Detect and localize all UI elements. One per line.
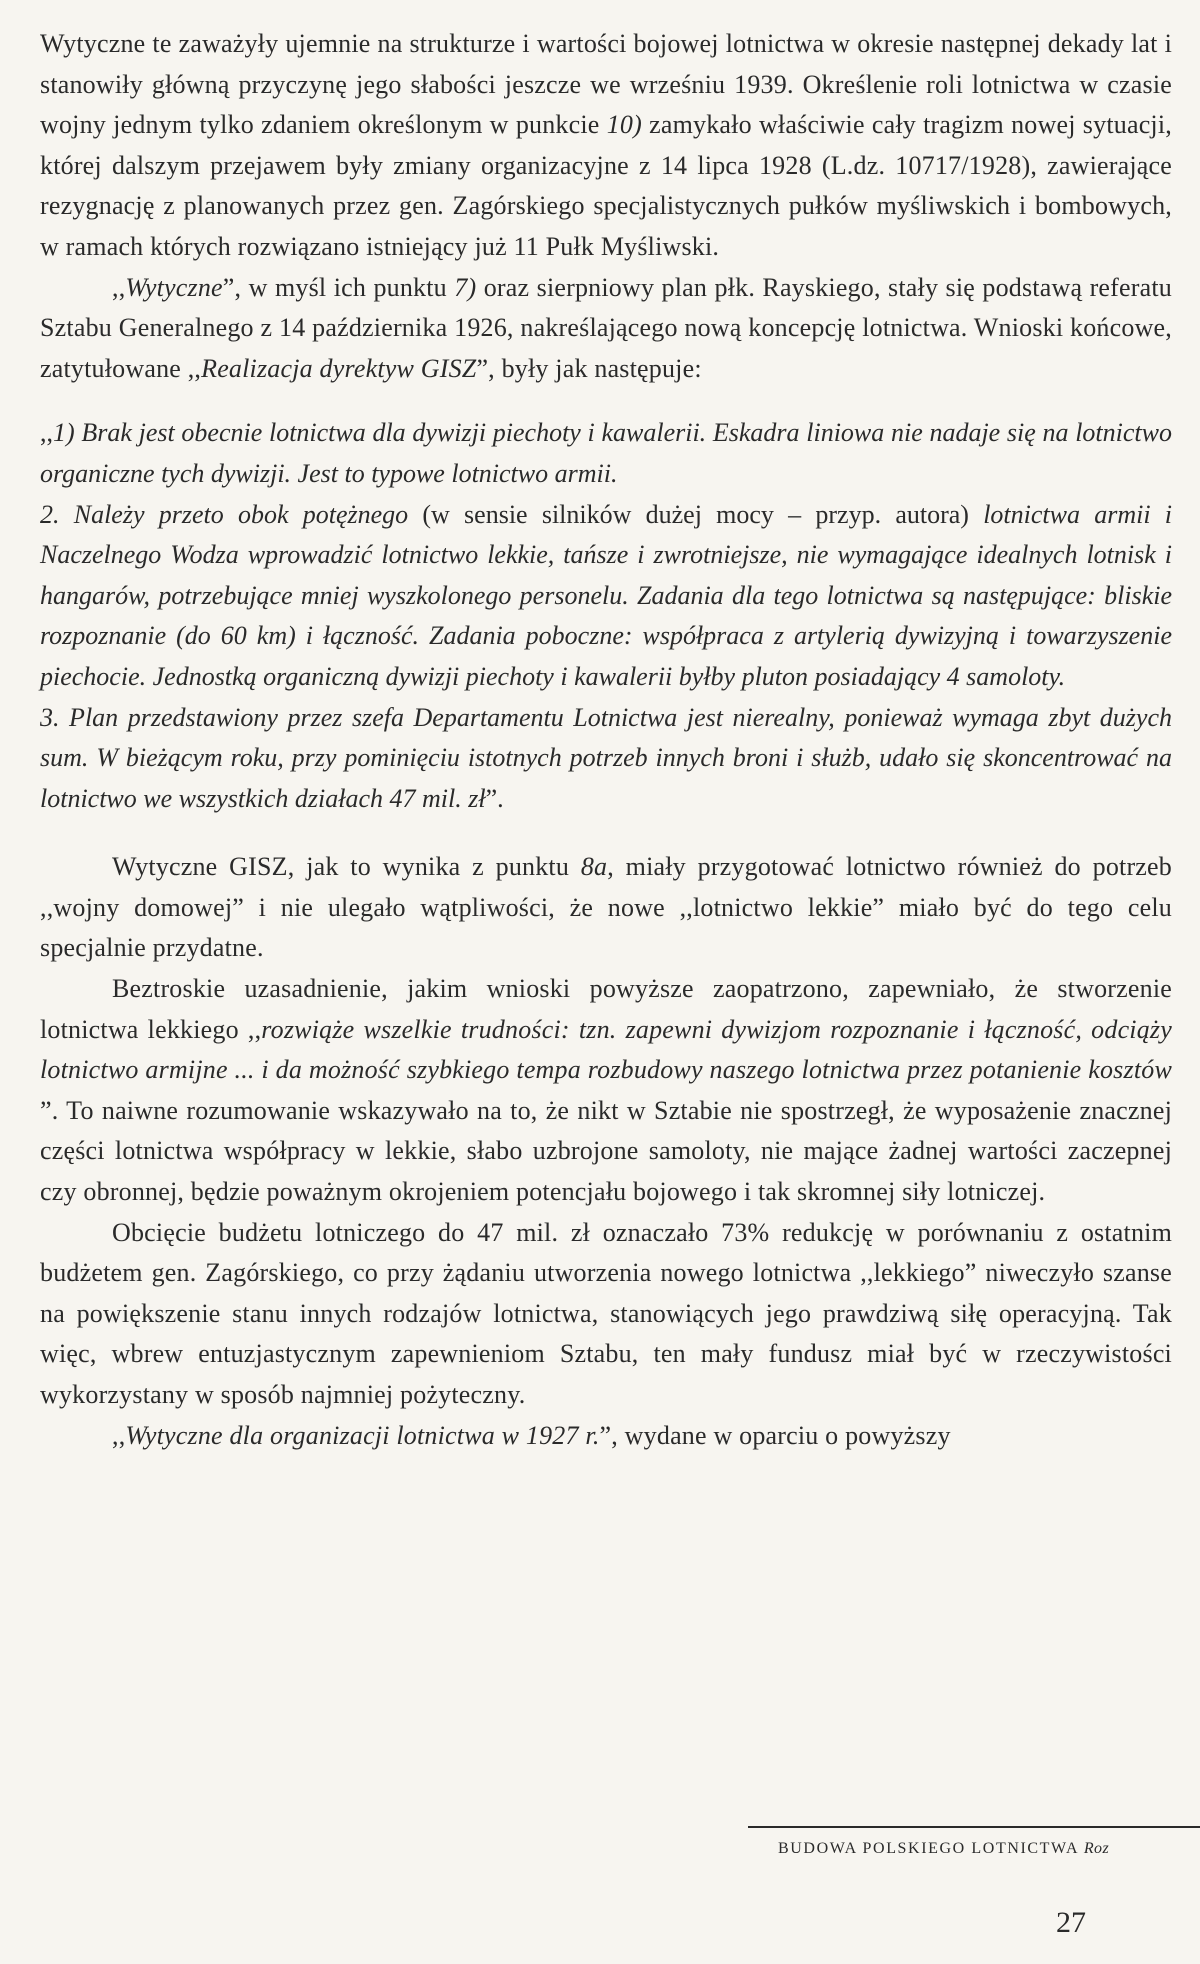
text-segment: ”, wydane w oparciu o powyższy: [599, 1420, 951, 1450]
footer-rule: [748, 1826, 1200, 1828]
paragraph-4: [40, 969, 1172, 1213]
text-segment: lotnictwa armii i Naczelnego Wodza wprowadzić lotnictwo lekkie, tańsze i zwrotniejsze, nie wymagające idealnych lotnisk i hangarów, potrzebujące mniej wyszkolonego personelu. Zadania dla tego lotnictwa są następujące: bliskie rozpoznanie (do 60 km) i łączność. Zadania poboczne: współpraca z artylerią dywizyjną i towarzyszenie piechocie. Jednostką organiczną dywizji piechoty i kawalerii byłby pluton posiadający 4 samoloty.: [40, 499, 1172, 691]
paragraph-3: [40, 847, 1172, 969]
text-segment: Wytyczne GISZ, jak to wynika z punktu: [112, 852, 581, 882]
paragraph-5: [40, 1213, 1172, 1416]
page-number: 27: [1056, 1906, 1086, 1939]
quote-item-1: [40, 413, 1172, 494]
text-segment: ”, były jak następuje:: [476, 353, 702, 383]
quoted-conclusions: [40, 413, 1172, 819]
text-segment: ”, w myśl ich punktu: [222, 272, 455, 302]
text-segment: Wytyczne dla organizacji lotnictwa w 1927 r.: [125, 1420, 600, 1450]
text-segment: 8a: [580, 852, 608, 882]
text-segment: ,,: [112, 1420, 126, 1450]
text-segment: zamykało właściwie cały tragizm nowej sytuacji, której dalszym przejawem były zmiany organizacyjne z 14 lipca 1928 (L.dz. 10717/1928), zawierające rezygnację z planowanych przez gen. Zagórskiego specjalistycznych pułków myśliwskich i bombowych, w ramach których rozwiązano istniejący już 11 Pułk Myśliwski.: [40, 110, 1172, 261]
text-segment: ,,: [112, 272, 126, 302]
text-segment: Realizacja dyrektyw GISZ: [201, 353, 477, 383]
text-segment: 2. Należy przeto obok potężnego: [40, 499, 409, 529]
quote-item-2: [40, 495, 1172, 698]
text-segment: Beztroskie uzasadnienie, jakim wnioski powyższe zaopatrzono, zapewniało, że stworzenie lotnictwa lekkiego ,,: [40, 974, 1172, 1044]
running-title-italic: Roz: [1083, 1840, 1110, 1857]
quote-item-3: [40, 698, 1172, 820]
text-segment: (w sensie silników dużej mocy – przyp. autora): [408, 499, 984, 529]
text-segment: ”.: [485, 783, 504, 813]
text-segment: ,,: [40, 418, 53, 448]
text-segment: Wytyczne: [125, 272, 223, 302]
page-footer: [0, 1826, 1200, 1964]
text-segment: Obcięcie budżetu lotniczego do 47 mil. zł oznaczało 73% redukcję w porównaniu z ostatnim budżetem gen. Zagórskiego, co przy żądaniu utworzenia nowego lotnictwa ,,lekkiego” niweczyło szanse na powiększenie stanu innych rodzajów lotnictwa, stanowiących jego prawdziwą siłę operacyjną. Tak więc, wbrew entuzjastycznym zapewnieniom Sztabu, ten mały fundusz miał być w rzeczywistości wykorzystany w sposób najmniej pożyteczny.: [40, 1217, 1172, 1409]
text-segment: ”. To naiwne rozumowanie wskazywało na to, że nikt w Sztabie nie spostrzegł, że wyposażenie znacznej części lotnictwa współpracy w lekkie, słabo uzbrojone samoloty, nie mające żadnej wartości zaczepnej czy obronnej, będzie poważnym okrojeniem potencjału bojowego i tak skromnej siły lotniczej.: [40, 1095, 1172, 1207]
text-segment: , miały przygotować lotnictwo również do potrzeb ,,wojny domowej” i nie ulegało wątpliwości, że nowe ,,lotnictwo lekkie” miało być do tego celu specjalnie przydatne.: [40, 852, 1172, 963]
paragraph-1: [40, 24, 1172, 268]
text-segment: 7): [454, 272, 477, 302]
page-body: [40, 24, 1172, 1456]
text-segment: 10): [606, 110, 642, 140]
running-title-text: BUDOWA POLSKIEGO LOTNICTWA: [778, 1840, 1079, 1857]
text-segment: oraz sierpniowy plan płk. Rayskiego, stały się podstawą referatu Sztabu Generalnego z 14 października 1926, nakreślającego nową koncepcję lotnictwa. Wnioski końcowe, zatytułowane ,,: [40, 272, 1172, 383]
text-segment: Wytyczne te zaważyły ujemnie na strukturze i wartości bojowej lotnictwa w okresie następnej dekady lat i stanowiły główną przyczynę jego słabości jeszcze we wrześniu 1939. Określenie roli lotnictwa w czasie wojny jednym tylko zdaniem określonym w punkcie: [40, 29, 1172, 140]
paragraph-2: [40, 268, 1172, 390]
text-segment: rozwiąże wszelkie trudności: tzn. zapewni dywizjom rozpoznanie i łączność, odciąży lotnictwo armijne ... i da możność szybkiego tempa rozbudowy naszego lotnictwa przez potanienie kosztów: [40, 1014, 1172, 1085]
running-title: [778, 1840, 1109, 1858]
text-segment: 3. Plan przedstawiony przez szefa Departamentu Lotnictwa jest nierealny, ponieważ wymaga zbyt dużych sum. W bieżącym roku, przy pominięciu istotnych potrzeb innych broni i służb, udało się skoncentrować na lotnictwo we wszystkich działach 47 mil. zł: [40, 702, 1172, 813]
paragraph-6: [40, 1416, 1172, 1457]
text-segment: 1) Brak jest obecnie lotnictwa dla dywizji piechoty i kawalerii. Eskadra liniowa nie nadaje się na lotnictwo organiczne tych dywizji. Jest to typowe lotnictwo armii.: [40, 418, 1172, 488]
